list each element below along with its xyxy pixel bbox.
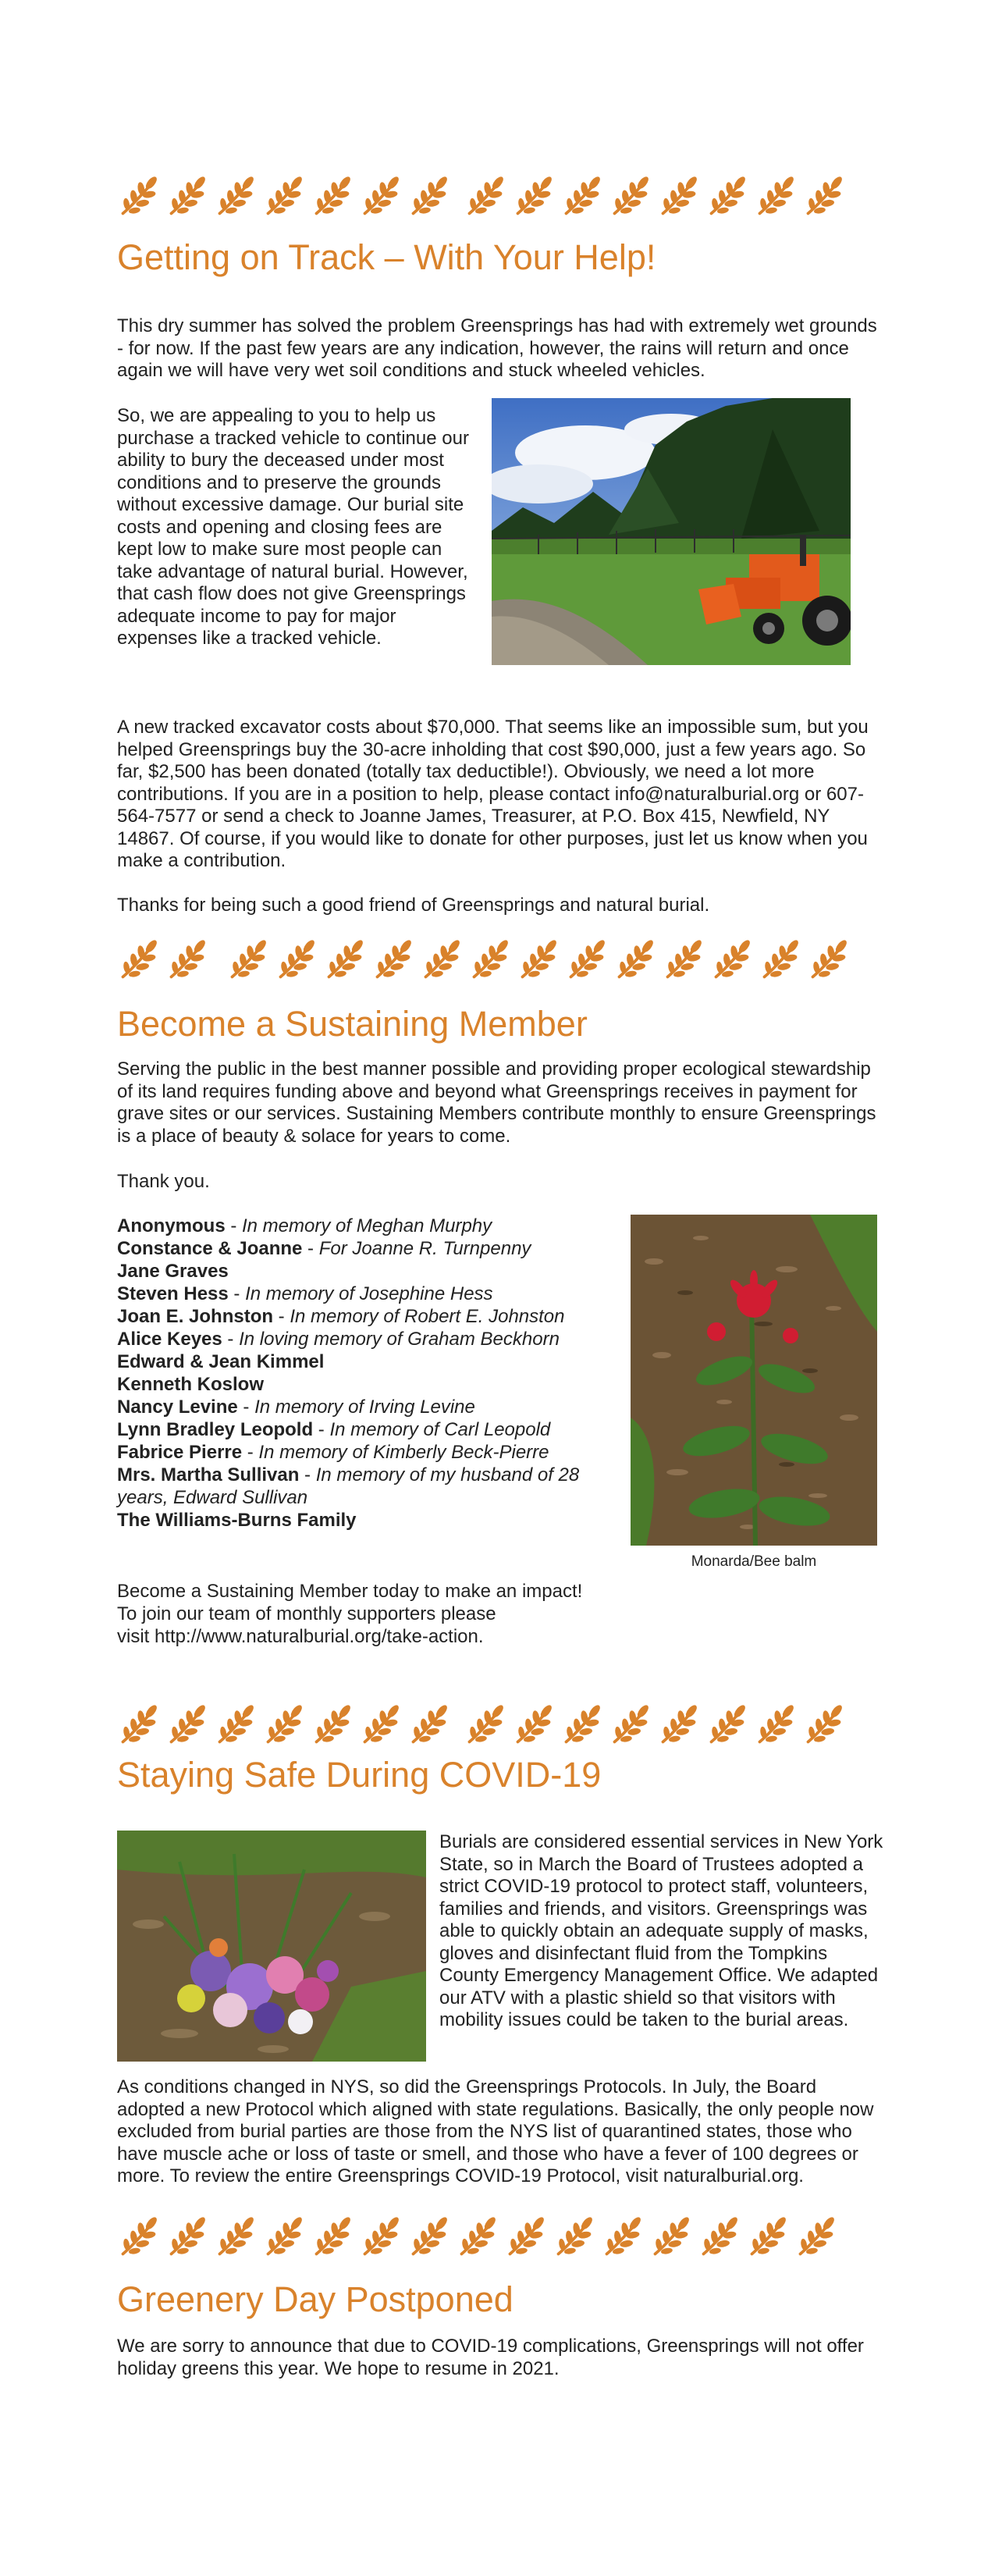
- covid-protocol-paragraph: [117, 2076, 882, 2188]
- list-item: [117, 1418, 624, 1441]
- wheat-sprig-icon: [413, 175, 449, 215]
- cost-text: A new tracked excavator costs about $70,000. That seems like an impossible sum, but you helped Greensprings buy the 30-acre inholding that cost $90,000, just a few years ago. So far, $2,500 has been donated (totally tax deductible!). Obviously, we need a lot more contributions. If you are in a position to help, please contact: [117, 717, 869, 805]
- wheat-sprig-icon: [474, 938, 510, 978]
- wheat-sprig-icon: [364, 175, 400, 215]
- member-name: Anonymous: [117, 1215, 226, 1236]
- members-list: [117, 1215, 624, 1532]
- member-note: In memory of Irving Levine: [254, 1397, 475, 1418]
- wheat-sprig-icon: [812, 938, 848, 978]
- wheat-sprig-icon: [268, 175, 304, 215]
- wheat-sprig-icon: [461, 2215, 497, 2255]
- separator: -: [302, 1238, 319, 1259]
- wheat-sprig-icon: [517, 175, 553, 215]
- separator: -: [222, 1329, 240, 1350]
- greenery-paragraph: We are sorry to announce that due to COVID-19 complications, Greensprings will not offer holiday greens this year. We hope to resume in 2021.: [117, 2336, 864, 2379]
- wheat-sprig-icon: [800, 2215, 836, 2255]
- wheat-sprig-icon: [232, 938, 268, 978]
- member-name: Jane Graves: [117, 1261, 229, 1282]
- wheat-sprig-icon: [268, 2215, 304, 2255]
- wheat-sprig-icon: [123, 175, 158, 215]
- wheat-sprig-icon: [316, 2215, 352, 2255]
- member-note: In memory of Robert E. Johnston: [290, 1306, 565, 1327]
- member-name: Kenneth Koslow: [117, 1374, 265, 1395]
- separator: -: [273, 1306, 290, 1327]
- bee-balm-photo: [631, 1215, 877, 1546]
- wheat-sprig-icon: [566, 1703, 602, 1743]
- member-note: In memory of Meghan Murphy: [242, 1215, 492, 1236]
- member-name: Fabrice Pierre: [117, 1442, 243, 1463]
- email-link[interactable]: info@naturalburial.org: [614, 783, 800, 805]
- wheat-sprig-icon: [711, 175, 747, 215]
- wheat-sprig-icon: [425, 938, 461, 978]
- wheat-sprig-icon: [171, 1703, 207, 1743]
- wheat-sprig-icon: [123, 1703, 158, 1743]
- wheat-sprig-icon: [614, 1703, 650, 1743]
- wheat-sprig-icon: [219, 175, 255, 215]
- wheat-sprig-icon: [364, 2215, 400, 2255]
- wheat-sprig-icon: [522, 938, 558, 978]
- wheat-sprig-icon: [711, 1703, 747, 1743]
- member-note: In memory of my husband of 28: [315, 1464, 580, 1485]
- wheat-sprig-icon: [413, 2215, 449, 2255]
- separator: -: [313, 1419, 330, 1440]
- protocol-text: As conditions changed in NYS, so did the Greensprings Protocols. In July, the Board adopted a new Protocol which aligned with state regulations. Basically, the only people now excluded from burial parties are those from the NYS list of quarantined states, those who have muscle ache or loss of taste or smell, and those who have a fever of 100 degrees or more. To review the entire Greensprings COVID-19 Protocol, visit: [117, 2076, 874, 2186]
- list-item: [117, 1215, 624, 1237]
- member-note: years, Edward Sullivan: [117, 1487, 308, 1508]
- naturalburial-link[interactable]: naturalburial: [663, 2165, 766, 2186]
- member-name: Alice Keyes: [117, 1329, 222, 1350]
- wheat-sprig-icon: [316, 175, 352, 215]
- section-title-getting-on-track: Getting on Track – With Your Help!: [117, 237, 656, 277]
- member-note: In memory of Carl Leopold: [329, 1419, 551, 1440]
- member-name: The Williams-Burns Family: [117, 1510, 357, 1531]
- separator: -: [237, 1397, 255, 1418]
- wheat-sprig-icon: [171, 2215, 207, 2255]
- list-item: [117, 1350, 624, 1373]
- member-name: Joan E. Johnston: [117, 1306, 274, 1327]
- tractor-photo: [492, 398, 851, 665]
- cta-period: .: [478, 1626, 484, 1647]
- flowers-photo: [117, 1831, 426, 2062]
- separator: -: [242, 1442, 259, 1463]
- sustaining-cta: [117, 1580, 663, 1648]
- list-item: [117, 1441, 624, 1464]
- wheat-sprig-icon: [219, 1703, 255, 1743]
- wheat-sprig-icon: [413, 1703, 449, 1743]
- wheat-sprig-icon: [619, 938, 655, 978]
- protocol-text-end: .org.: [766, 2165, 804, 2186]
- member-name: Steven Hess: [117, 1283, 229, 1304]
- wheat-sprig-icon: [510, 2215, 545, 2255]
- separator: -: [225, 1215, 242, 1236]
- wheat-sprig-icon: [171, 175, 207, 215]
- member-note: In loving memory of Graham Beckhorn: [239, 1329, 560, 1350]
- wheat-sprig-icon: [268, 1703, 304, 1743]
- list-item: [117, 1237, 624, 1260]
- section-title-sustaining-member: Become a Sustaining Member: [117, 1004, 588, 1044]
- wheat-sprig-icon: [566, 175, 602, 215]
- wheat-sprig-icon: [655, 2215, 691, 2255]
- wheat-sprig-icon: [614, 175, 650, 215]
- wheat-sprig-icon: [280, 938, 316, 978]
- list-item: [117, 1486, 624, 1509]
- covid-essential-paragraph: Burials are considered essential services in New York State, so in March the Board of Trustees adopted a strict COVID-19 protocol to protect staff, volunteers, families and friends, and visitors. Greensprings was able to quickly obtain an adequate supply of masks, gloves and disinfectant fluid from the Tompkins County Emergency Management Office. We adapted our ATV with a plastic shield so that visitors with mobility issues could be taken to the burial areas.: [439, 1831, 883, 2030]
- member-name: Constance & Joanne: [117, 1238, 303, 1259]
- wheat-sprig-icon: [667, 938, 703, 978]
- track-cost-paragraph: [117, 717, 882, 873]
- wheat-sprig-icon: [219, 2215, 255, 2255]
- wheat-sprig-icon: [316, 1703, 352, 1743]
- list-item: [117, 1509, 624, 1532]
- wheat-sprig-icon: [808, 175, 844, 215]
- member-note: In memory of Kimberly Beck-Pierre: [258, 1442, 549, 1463]
- section-title-covid: Staying Safe During COVID-19: [117, 1755, 602, 1795]
- member-note: In memory of Josephine Hess: [245, 1283, 493, 1304]
- member-name: Nancy Levine: [117, 1397, 238, 1418]
- wheat-sprig-icon: [764, 938, 800, 978]
- separator: -: [228, 1283, 246, 1304]
- wheat-sprig-icon: [469, 175, 505, 215]
- list-item: [117, 1464, 624, 1486]
- wheat-sprig-icon: [171, 938, 207, 978]
- wheat-sprig-icon: [752, 2215, 787, 2255]
- wheat-sprig-icon: [123, 2215, 158, 2255]
- list-item: [117, 1305, 624, 1328]
- track-appeal-paragraph: So, we are appealing to you to help us purchase a tracked vehicle to continue our ability to bury the deceased under most conditions and to preserve the grounds without excessive damage. Our burial site costs and opening and closing fees are kept low to make sure most people can take advantage of natural burial. However, that cash flow does not give Greensprings adequate income to pay for major expenses like a tracked vehicle.: [117, 405, 469, 649]
- member-name: Mrs. Martha Sullivan: [117, 1464, 300, 1485]
- wheat-sprig-icon: [606, 2215, 642, 2255]
- wheat-sprig-icon: [377, 938, 413, 978]
- list-item: [117, 1328, 624, 1350]
- wheat-sprig-icon: [759, 1703, 795, 1743]
- wheat-sprig-icon: [570, 938, 606, 978]
- wheat-sprig-icon: [364, 1703, 400, 1743]
- sustaining-intro-paragraph: Serving the public in the best manner possible and providing proper ecological stewardship of its land requires funding above and beyond what Greensprings receives in payment for grave sites or our services. Sustaining Members contribute monthly to ensure Greensprings is a place of beauty & solace for years to come.: [117, 1059, 876, 1147]
- wheat-sprig-icon: [663, 1703, 698, 1743]
- wheat-divider: [117, 173, 874, 222]
- member-name: Edward & Jean Kimmel: [117, 1351, 325, 1372]
- sustaining-thank-you: Thank you.: [117, 1171, 210, 1192]
- wheat-sprig-icon: [469, 1703, 505, 1743]
- wheat-sprig-icon: [703, 2215, 739, 2255]
- list-item: [117, 1283, 624, 1305]
- section-title-greenery-day: Greenery Day Postponed: [117, 2279, 513, 2319]
- wheat-sprig-icon: [517, 1703, 553, 1743]
- member-name: Lynn Bradley Leopold: [117, 1419, 314, 1440]
- wheat-sprig-icon: [716, 938, 752, 978]
- wheat-sprig-icon: [759, 175, 795, 215]
- member-note: For Joanne R. Turnpenny: [318, 1238, 531, 1259]
- separator: -: [299, 1464, 316, 1485]
- wheat-sprig-icon: [558, 2215, 594, 2255]
- wheat-divider: [117, 937, 874, 985]
- wheat-sprig-icon: [808, 1703, 844, 1743]
- cta-line: Become a Sustaining Member today to make an impact!: [117, 1581, 583, 1602]
- cta-line: [117, 1625, 663, 1648]
- wheat-sprig-icon: [123, 938, 158, 978]
- wheat-sprig-icon: [663, 175, 698, 215]
- photo-caption: Monarda/Bee balm: [691, 1553, 817, 1570]
- list-item: [117, 1373, 624, 1396]
- cta-visit-text: visit: [117, 1626, 155, 1647]
- list-item: [117, 1260, 624, 1283]
- wheat-sprig-icon: [329, 938, 364, 978]
- track-intro-paragraph: This dry summer has solved the problem Greensprings has had with extremely wet grounds - for now. If the past few years are any indication, however, the rains will return and once again we will have very wet soil conditions and stuck wheeled vehicles.: [117, 315, 877, 381]
- track-thanks-paragraph: Thanks for being such a good friend of Greensprings and natural burial.: [117, 895, 710, 916]
- cost-text-continued: or 607-564-7577 or send a check to Joanne James, Treasurer, at P.O. Box 415, Newfield, NY 14867. Of course, if you would like to donate for other purposes, just let us know when you make a contribution.: [117, 783, 868, 871]
- wheat-divider: [117, 1702, 874, 1750]
- list-item: [117, 1396, 624, 1418]
- cta-line: To join our team of monthly supporters please: [117, 1603, 496, 1624]
- wheat-divider: [117, 2214, 874, 2262]
- take-action-link[interactable]: http://www.naturalburial.org/take-action: [155, 1626, 478, 1647]
